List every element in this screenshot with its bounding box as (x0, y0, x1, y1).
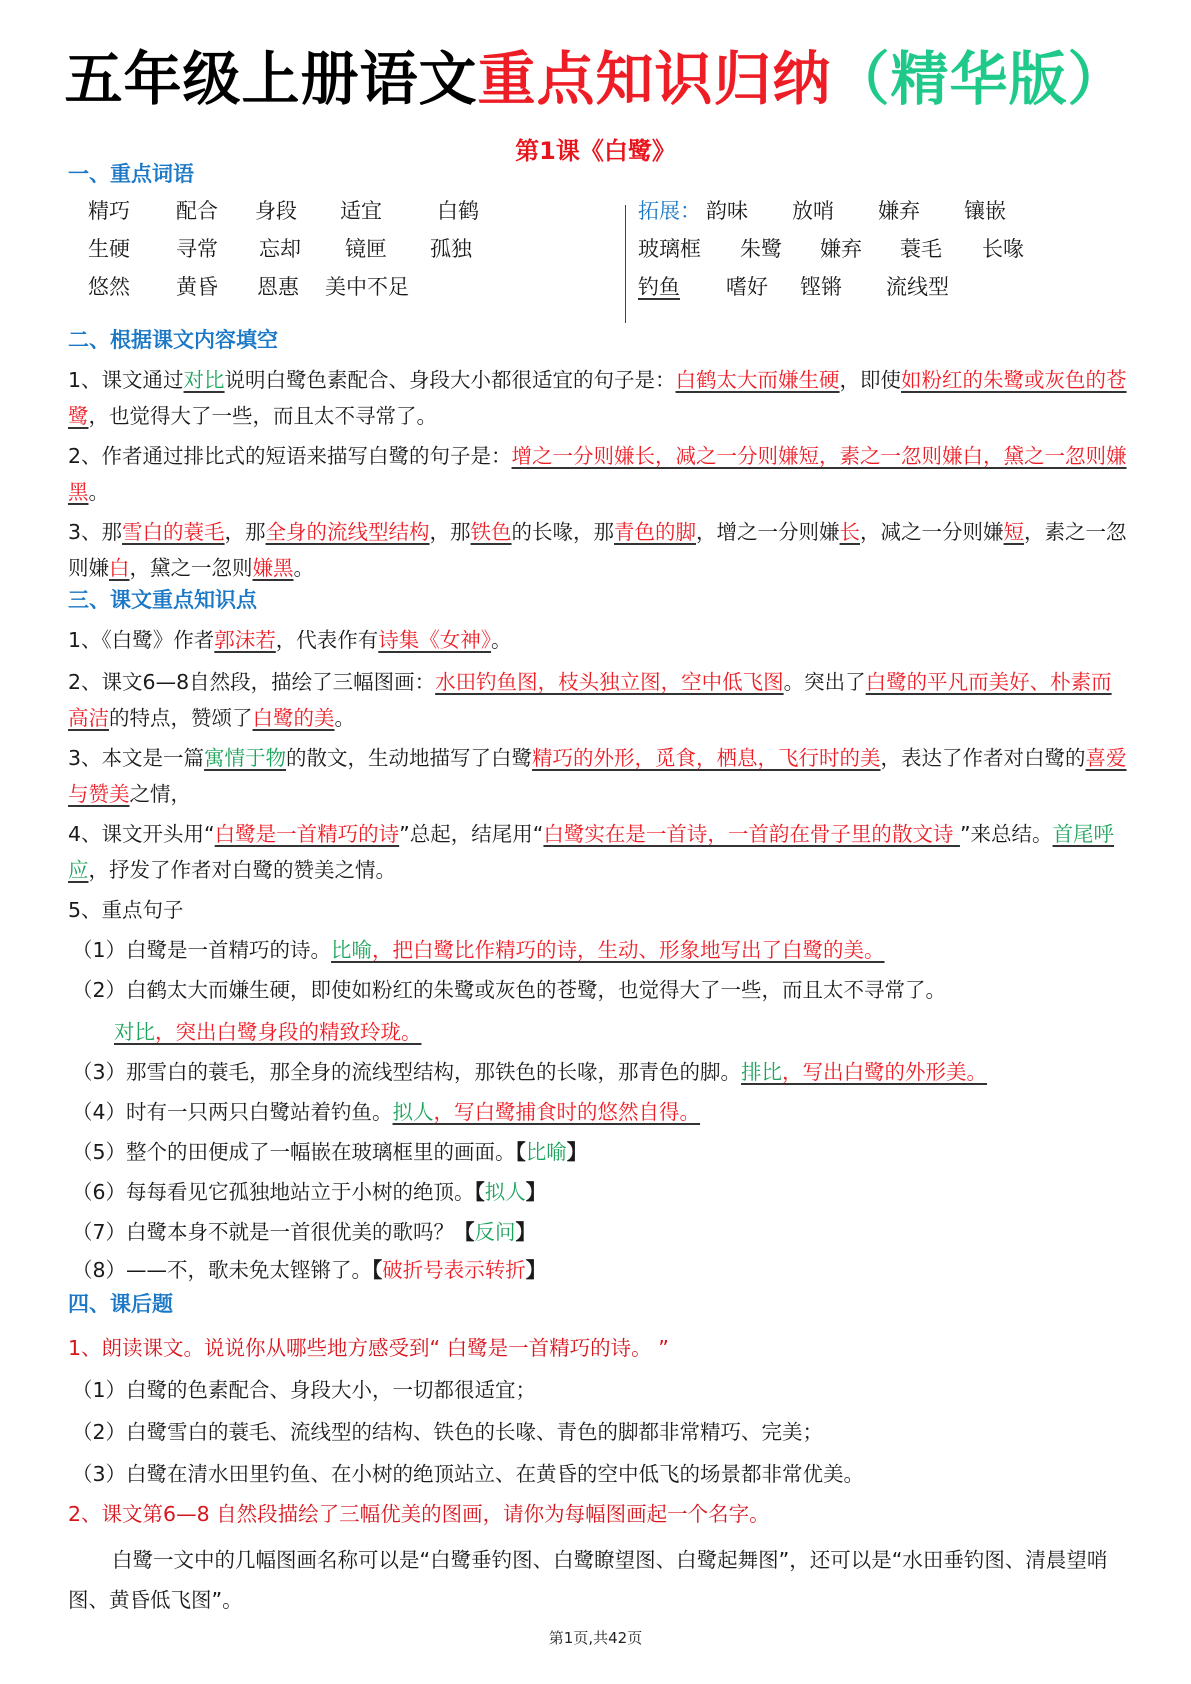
text-segment: ，减之一分则嫌 (860, 520, 1004, 544)
main-title (0, 44, 1191, 114)
key-sentence-7: （7）白鹭本身不就是一首很优美的歌吗？【反问】 (72, 1220, 537, 1244)
key-sentence-1: （1）白鹭是一首精巧的诗。比喻，把白鹭比作精巧的诗，生动、形象地写出了白鹭的美。 (72, 938, 885, 962)
vocab-word: 寻常 (176, 237, 218, 261)
key-point-item-2 (68, 664, 1128, 736)
key-sentence-3: （3）那雪白的蓑毛，那全身的流线型结构，那铁色的长喙，那青色的脚。排比，写出白鹭的外形美。 (72, 1060, 988, 1084)
vocab-word: 嗜好 (726, 275, 768, 299)
answer-text: 白鹭是一首精巧的诗 (214, 822, 400, 846)
text-segment: ，那 (429, 520, 471, 544)
answer-text: 雪白的蓑毛 (122, 520, 225, 544)
vocab-word: 长喙 (982, 237, 1024, 261)
key-point-item-4 (68, 816, 1128, 888)
answer-text: 郭沫若 (214, 628, 276, 652)
vocab-word: 孤独 (430, 237, 472, 261)
text-segment: 。突出了 (783, 670, 866, 694)
exercise-answer-2: 白鹭一文中的几幅图画名称可以是“白鹭垂钓图、白鹭瞭望图、白鹭起舞图”，还可以是“水田垂钓图、清晨望哨图、黄昏低飞图”。 (68, 1548, 1108, 1612)
answer-text: 如粉红的朱鹭或灰色的苍鹭 (68, 368, 1127, 428)
text-segment: 2、作者通过排比式的短语来描写白鹭的句子是： (68, 444, 512, 468)
text-segment: ，也觉得大了一些，而且太不寻常了。 (88, 404, 437, 428)
fill-blank-item-3 (68, 514, 1128, 586)
vocab-word: 朱鹭 (740, 237, 782, 261)
vocab-word: 流线型 (886, 275, 949, 299)
vocab-word: 精巧 (88, 199, 130, 223)
vocab-divider (625, 205, 626, 323)
key-sentence-4: （4）时有一只两只白鹭站着钓鱼。拟人，写白鹭捕食时的悠然自得。 (72, 1100, 701, 1124)
title-part-green: （精华版） (831, 45, 1127, 113)
vocab-word: 放哨 (792, 199, 834, 223)
text-segment: 3、本文是一篇 (68, 746, 205, 770)
section-heading-key-points: 三、课文重点知识点 (68, 588, 257, 612)
answer-text: 白鹤太大而嫌生硬 (675, 368, 840, 392)
text-segment: 的特点，赞颂了 (109, 706, 253, 730)
vocab-word: 嫌弃 (820, 237, 862, 261)
answer-text: 白鹭实在是一首诗，一首韵在骨子里的散文诗 (543, 822, 960, 846)
title-part-black: 五年级上册语文 (64, 45, 478, 113)
section-heading-exercises: 四、课后题 (68, 1292, 173, 1316)
text-segment: ”来总结。 (959, 822, 1053, 846)
answer-text: 寓情于物 (204, 746, 287, 770)
answer-text: 精巧的外形，觅食，栖息，飞行时的美 (532, 746, 881, 770)
text-segment: ”总起，结尾用“ (399, 822, 544, 846)
text-segment: ，黛之一忽则 (129, 556, 253, 580)
answer-text: 喜爱与赞美 (68, 746, 1127, 806)
vocab-word: 适宜 (340, 199, 382, 223)
vocab-word: 镶嵌 (964, 199, 1006, 223)
answer-text: 全身的流线型结构 (265, 520, 430, 544)
text-segment: 1、《白鹭》作者 (68, 628, 215, 652)
answer-text: 对比 (183, 368, 225, 392)
page-number: 第1页,共42页 (548, 1629, 643, 1647)
exercise-question-2: 2、课文第6—8 自然段描绘了三幅优美的图画，请你为每幅图画起一个名字。 (68, 1502, 770, 1526)
text-segment: 3、那 (68, 520, 123, 544)
key-sentence-5: （5）整个的田便成了一幅嵌在玻璃框里的画面。【比喻】 (72, 1140, 588, 1164)
answer-text: 白 (109, 556, 130, 580)
vocab-word: 身段 (255, 199, 297, 223)
vocab-word: 蓑毛 (900, 237, 942, 261)
key-point-item-3 (68, 740, 1128, 812)
answer-text: 诗集《女神》 (378, 628, 492, 652)
answer-text: 增之一分则嫌长，减之一分则嫌短，素之一忽则嫌白，黛之一忽则嫌黑 (68, 444, 1127, 504)
text-segment: 说明白鹭色素配合、身段大小都很适宜的句子是： (224, 368, 676, 392)
text-segment: 2、课文6—8自然段，描绘了三幅图画： (68, 670, 436, 694)
answer-text: 短 (1003, 520, 1025, 544)
key-sentence-8: （8）——不，歌未免太铿锵了。【破折号表示转折】 (72, 1258, 547, 1282)
extension-label: 拓展： (638, 199, 701, 223)
text-segment: ，代表作有 (275, 628, 379, 652)
vocab-word: 镜匣 (345, 237, 387, 261)
vocab-word: 白鹤 (437, 199, 479, 223)
title-part-red: 重点知识归纳 (477, 45, 832, 113)
text-segment: ，那 (224, 520, 266, 544)
text-segment: 。 (491, 628, 512, 652)
exercise-answer-1-3: （3）白鹭在清水田里钓鱼、在小树的绝顶站立、在黄昏的空中低飞的场景都非常优美。 (72, 1462, 865, 1486)
vocab-word: 钓鱼 (638, 275, 680, 299)
exercise-answer-1-1: （1）白鹭的色素配合、身段大小，一切都很适宜； (72, 1378, 537, 1402)
exercise-answer-1-2: （2）白鹭雪白的蓑毛、流线型的结构、铁色的长喙、青色的脚都非常精巧、完美； (72, 1420, 824, 1444)
text-segment: 。 (293, 556, 314, 580)
text-segment: 的长喙，那 (511, 520, 615, 544)
vocab-word: 黄昏 (176, 275, 218, 299)
text-segment: 。 (88, 480, 109, 504)
text-segment: 。 (334, 706, 355, 730)
text-segment: ，增之一分则嫌 (696, 520, 840, 544)
fill-blank-item-1 (68, 362, 1128, 434)
vocab-word: 铿锵 (800, 275, 842, 299)
vocab-word: 美中不足 (325, 275, 409, 299)
text-segment: ，抒发了作者对白鹭的赞美之情。 (88, 858, 396, 882)
answer-text: 首尾呼应 (68, 822, 1115, 882)
key-sentences-label: 5、重点句子 (68, 898, 184, 922)
lesson-title: 第1课《白鹭》 (515, 137, 676, 165)
answer-text: 白鹭的平凡而美好、朴素而高洁 (68, 670, 1112, 730)
text-segment: 1、课文通过 (68, 368, 184, 392)
vocab-word: 生硬 (88, 237, 130, 261)
answer-text: 长 (839, 520, 861, 544)
vocab-word: 忘却 (259, 237, 301, 261)
answer-text: 青色的脚 (614, 520, 697, 544)
answer-text: 嫌黑 (252, 556, 294, 580)
key-sentence-2-note: 对比，突出白鹭身段的精致玲珑。 (114, 1020, 422, 1044)
answer-text: 白鹭的美 (252, 706, 335, 730)
exercise-question-1: 1、朗读课文。说说你从哪些地方感受到“ 白鹭是一首精巧的诗。 ” (68, 1336, 669, 1360)
vocab-word: 配合 (176, 199, 218, 223)
text-segment: ，素之一忽则嫌 (68, 520, 1127, 580)
section-heading-fill-blank: 二、根据课文内容填空 (68, 328, 278, 352)
fill-blank-item-2 (68, 438, 1128, 510)
answer-text: 铁色 (470, 520, 512, 544)
vocab-word: 玻璃框 (638, 237, 701, 261)
text-segment: ，表达了作者对白鹭的 (880, 746, 1086, 770)
vocab-word: 韵味 (706, 199, 748, 223)
vocab-word: 恩惠 (257, 275, 299, 299)
key-sentence-2: （2）白鹤太大而嫌生硬，即使如粉红的朱鹭或灰色的苍鹭，也觉得大了一些，而且太不寻常了。 (72, 978, 947, 1002)
text-segment: 的散文，生动地描写了白鹭 (286, 746, 533, 770)
vocab-word: 悠然 (88, 275, 130, 299)
key-sentence-6: （6）每每看见它孤独地站立于小树的绝顶。【拟人】 (72, 1180, 547, 1204)
vocab-word: 嫌弃 (878, 199, 920, 223)
key-point-item-1 (68, 622, 1128, 658)
text-segment: 4、课文开头用“ (68, 822, 215, 846)
section-heading-vocab: 一、重点词语 (68, 162, 194, 186)
text-segment: ，即使 (839, 368, 902, 392)
answer-text: 水田钓鱼图，枝头独立图，空中低飞图 (435, 670, 784, 694)
text-segment: 之情， (129, 782, 191, 806)
